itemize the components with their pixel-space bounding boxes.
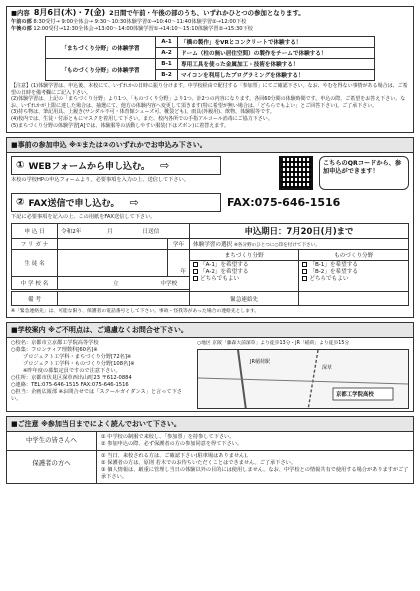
parents-item: ② 保護者の方は、原則 若木でのお待ちいただくことはできません。ご了承下さい。 xyxy=(101,460,297,467)
parents-list xyxy=(97,451,413,483)
school-label: 中 学 校 名 xyxy=(12,277,58,290)
grade-label: 学年 xyxy=(168,239,190,250)
contact-item: ○募集：フロンティア理数科[60名]※ xyxy=(11,347,98,354)
morning-schedule: 8:30受付→ 9:00全体会→ 9:30～10:30体験学習①→10:40～11:40体験学習②→12:00下校 xyxy=(33,19,247,25)
course-code: A-1 xyxy=(156,37,178,48)
morning-row xyxy=(11,19,409,26)
remarks-field[interactable] xyxy=(58,292,190,306)
station-info: ○地区 京阪「藤森大前深草」より徒歩13分・JR「稲荷」より徒歩15分 xyxy=(197,341,350,347)
checkbox[interactable] xyxy=(302,269,307,274)
choice-label: どちらでもよい xyxy=(309,276,349,283)
map-school-label: 京都工学院高校 xyxy=(336,392,374,399)
note-item: (4)校内では、生徒・付添ともにマスクを着用して下さい。また、校内各所での手指アルコール消毒にご協力下さい。 xyxy=(11,115,273,122)
application-form xyxy=(11,223,409,306)
parents-item: ③ 個人情報は、厳重に管理し当日の体験以外の目的には使用しません。なお、中学校との情報共有で使用する場合がありますがご了承下さい。 xyxy=(101,467,409,481)
option1-text: WEBフォームから申し込む。 xyxy=(28,162,150,173)
checkbox[interactable] xyxy=(193,276,198,281)
option1-note: 本校の学校HPの申込フォームより、必要事項を入力の上、送信して下さい。 xyxy=(11,177,189,184)
students-row xyxy=(7,432,413,451)
content-summary: 2日間で午前・午後の部のうち、いずれかひとつの参加となります。 xyxy=(109,9,305,17)
apply-section xyxy=(6,137,414,318)
note-item: (3)持ち物は、筆記用具、上履き(サンダル不可・体育館シューズ可、靴袋ども)、雨具(外履用)、飲物、体験服等です。 xyxy=(11,109,275,116)
option2-note: 下記に必要事項を記入の上、この用紙をFAX送信して下さい。 xyxy=(11,214,156,221)
option2-number: ② xyxy=(16,197,25,209)
contact-item: プロジェクト工学科・まちづくり分野[72名]※ xyxy=(23,354,132,361)
checkbox[interactable] xyxy=(193,269,198,274)
course-code: A-2 xyxy=(156,48,178,59)
checkbox[interactable] xyxy=(193,262,198,267)
arrow-right-icon: ⇨ xyxy=(159,159,170,173)
course-title: マイコンを利用したプログラミングを体験する！ xyxy=(178,70,375,81)
content-section xyxy=(6,6,414,133)
contact-item: ○校名：京都市立京都工学院高等学校 xyxy=(11,340,99,347)
group-machi: 「まちづくり分野」の体験学習 xyxy=(46,37,156,59)
year-suffix: 年 xyxy=(168,250,190,277)
contact-subtitle: ※ご不明点は、ご遠慮なくお問合せ下さい。 xyxy=(48,326,188,335)
choice-label: どちらでもよい xyxy=(200,276,240,283)
option2-text: FAX送信で申し込む。 xyxy=(28,199,120,210)
student-name-label: 生 徒 名 xyxy=(12,250,58,277)
map-station-label: JR稲荷駅 xyxy=(250,359,270,366)
course-code: B-2 xyxy=(156,70,178,81)
emergency-field[interactable] xyxy=(299,292,409,306)
apply-title: ■事前の参加申込 xyxy=(11,141,67,150)
apply-date-field[interactable] xyxy=(58,224,190,239)
choice-label: 「B-1」を希望する xyxy=(309,262,358,269)
wish-header xyxy=(190,239,409,250)
group-mono: 「ものづくり分野」の体験学習 xyxy=(46,59,156,81)
course-title: 「橋の製作」をVRとコンクリートで体験する！ xyxy=(178,37,375,48)
mono-header: ものづくり分野 xyxy=(299,250,409,261)
note-item: (2)体験学習は、上記の「まちづくり分野」より1つ、「ものづくり分野」より1つ、計2つの内容になります。各回60分間の体験時間です。申込の際、ご希望をお答え下さい。なお、いずれかが上限に達した場合は、抽選にて、他方の体験内容へ変更して頂きます(特に希望が無い場合は、「どちらでもよい」とご回答下さい)。ご了承下さい。 xyxy=(11,96,406,109)
students-item: ② 参加申込の際、必ず保護者の方の参加同意を得て下さい。 xyxy=(101,441,243,448)
course-title: ドーム（柱の無い居住空間）の製作をチームで体験する！ xyxy=(178,48,375,59)
note-item: 【注意】(1)体験学習は、申込後、本校にて、いずれかの日時に振り分けます。中学校経由で配付する「参加票」にてご確認下さい。なお、やむを得ない事情がある場合は、ご希望の日時を備考欄にご記入下さい。 xyxy=(11,83,408,96)
furigana-field[interactable] xyxy=(58,239,168,250)
students-label: 中学生の皆さんへ xyxy=(7,432,97,450)
students-list xyxy=(97,432,413,450)
map-graphic xyxy=(198,350,408,409)
choice-label: 「B-2」を希望する xyxy=(309,269,358,276)
parents-label: 保護者の方へ xyxy=(7,451,97,483)
machi-header: まちづくり分野 xyxy=(190,250,299,261)
option-web xyxy=(11,156,273,190)
school-field[interactable] xyxy=(58,277,190,290)
checkbox[interactable] xyxy=(302,276,307,281)
student-name-field[interactable] xyxy=(58,250,168,277)
school-suffix: 中学校 xyxy=(160,281,178,288)
choice-label: 「A-1」を希望する xyxy=(200,262,249,269)
fax-option-box[interactable] xyxy=(11,193,221,212)
mono-choices xyxy=(299,261,409,292)
choice-label: 「A-2」を希望する xyxy=(200,269,249,276)
students-item: ① 中学校の制服で来校し、「参加票」を持参して下さい。 xyxy=(101,434,235,441)
school-ritsu: 立 xyxy=(113,281,119,288)
arrow-right-icon: ⇨ xyxy=(129,196,139,210)
contact-section xyxy=(6,322,414,412)
apply-date-label: 申 込 日 xyxy=(12,224,58,239)
notes xyxy=(11,83,409,129)
contact-item: ○担当：企画広報部 ※お問合せでは「スクールガイダンス」と言って下さい。 xyxy=(11,389,182,403)
deadline: 申込期日：7月20日(月)まで xyxy=(190,224,409,239)
furigana-label: フ リ ガ ナ xyxy=(12,239,58,250)
web-option-box[interactable] xyxy=(11,156,221,175)
caution-header xyxy=(7,417,413,432)
machi-choices xyxy=(190,261,299,292)
remarks-label: 備 考 xyxy=(12,292,58,306)
contact-title: ■学校案内 xyxy=(11,326,46,335)
access-map[interactable] xyxy=(197,349,409,409)
choice-a-any[interactable] xyxy=(193,276,295,283)
afternoon-schedule: 12:00受付→12:30全体会→13:00～14:00体験学習①→14:10～15:10体験学習②→15:30下校 xyxy=(33,26,253,32)
contact-item: プロジェクト工学科・ものづくり分野[108名]※ xyxy=(23,361,135,368)
emergency-label: 緊急連絡先 xyxy=(190,292,299,306)
form-footnote: ※「緊急連絡先」は、可能な限り、保護者の電話番号として下さい。事故・怪我等があった場合の連絡先とします。 xyxy=(11,309,260,315)
qr-caption: こちらのQRコードから、参加申込ができます！ xyxy=(319,156,409,190)
content-title: ■内容 xyxy=(11,9,30,17)
parents-row xyxy=(7,451,413,483)
afternoon-row xyxy=(11,26,409,33)
caution-title: ■ご注意 xyxy=(11,420,39,429)
morning-label: 午前の部 xyxy=(11,19,32,25)
course-table xyxy=(45,36,375,81)
contact-list xyxy=(11,340,191,409)
parents-item: ① 当日、来校される方は、ご確認下さい(駐車場はありません)。 xyxy=(101,453,252,460)
content-header xyxy=(11,9,409,17)
apply-date-year: 令和2年 xyxy=(61,229,82,236)
map-area-label: 深草 xyxy=(322,365,333,372)
apply-header xyxy=(7,138,413,153)
flyer xyxy=(6,6,414,488)
checkbox[interactable] xyxy=(302,262,307,267)
contact-header xyxy=(7,323,413,338)
contact-item: ○住所：京都市伏見区深草西出山町23 〒612-0884 xyxy=(11,375,132,382)
wish-note: ※各分野のひとつに○印を付けて下さい。 xyxy=(233,243,320,249)
option1-number: ① xyxy=(16,160,25,172)
afternoon-label: 午後の部 xyxy=(11,26,32,32)
access-area xyxy=(197,340,409,409)
course-code: B-1 xyxy=(156,59,178,70)
content-dates: 8月6日(木)・7(金) xyxy=(33,8,106,17)
fax-number: FAX:075-646-1516 xyxy=(227,196,341,210)
caution-subtitle: ※参加当日までによく読んでおいて下さい。 xyxy=(41,420,181,429)
contact-item: ○連絡：TEL:075-646-1515 FAX:075-646-1516 xyxy=(11,382,129,389)
option-fax xyxy=(7,193,413,214)
contact-item: ※昨年度の募集定員ですので注意下さい。 xyxy=(23,368,121,375)
course-title: 専用工具を使った金属加工・技術を体験する！ xyxy=(178,59,375,70)
apply-options xyxy=(7,153,413,193)
apply-date-month: 月 xyxy=(107,229,113,236)
contact-body xyxy=(7,338,413,411)
note-item: (5)まちづくり分野の体験学習[A]では、体験服等の活動しやすい服装(下はズボン)に着替えます。 xyxy=(11,122,229,129)
apply-date-day: 日送信 xyxy=(142,229,160,236)
apply-subtitle: ※①または②のいずれかでお申込み下さい。 xyxy=(69,141,207,150)
choice-b-any[interactable] xyxy=(302,276,405,283)
caution-section xyxy=(6,416,414,484)
wish-header-text: 体験学習の選択 xyxy=(193,242,233,249)
qr-code[interactable] xyxy=(279,156,313,190)
